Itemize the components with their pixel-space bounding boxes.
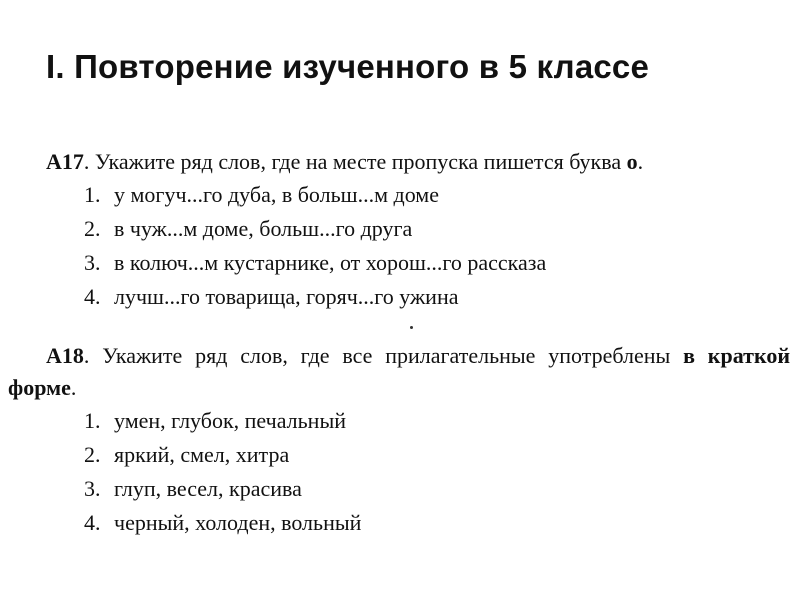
prompt-end: . (637, 149, 644, 174)
option-number: 1. (84, 182, 101, 207)
option-number: 3. (84, 250, 101, 275)
option-text: в чуж...м доме, больш...го друга (114, 216, 413, 241)
option-number: 2. (84, 216, 101, 241)
option-text: в колюч...м кустарнике, от хорош...го рассказа (114, 250, 547, 275)
question-prompt (0, 146, 800, 178)
option-number: 1. (84, 408, 101, 433)
answer-option-3[interactable] (0, 472, 800, 506)
question-a18 (0, 340, 800, 540)
prompt-emphasis: о (626, 149, 638, 174)
answer-option-3[interactable] (0, 246, 800, 280)
option-text: лучш...го товарища, горяч...го ужина (114, 284, 459, 309)
option-text: глуп, весел, красива (114, 476, 302, 501)
question-number: A17 (46, 149, 84, 174)
prompt-text: . Укажите ряд слов, где все прилагательные употреблены (83, 343, 684, 368)
option-number: 4. (84, 510, 101, 535)
stray-dot (410, 326, 413, 329)
prompt-end: . (70, 375, 77, 400)
option-text: умен, глубок, печальный (114, 408, 346, 433)
option-number: 3. (84, 476, 101, 501)
option-text: у могуч...го дуба, в больш...м доме (114, 182, 439, 207)
question-a17 (0, 146, 800, 314)
option-text: яркий, смел, хитра (114, 442, 290, 467)
answer-option-2[interactable] (0, 212, 800, 246)
option-number: 4. (84, 284, 101, 309)
question-prompt (0, 340, 800, 404)
answer-option-4[interactable] (0, 506, 800, 540)
answer-options (0, 178, 800, 314)
answer-option-1[interactable] (0, 178, 800, 212)
page-title: I. Повторение изученного в 5 классе (46, 48, 650, 85)
answer-option-2[interactable] (0, 438, 800, 472)
prompt-text: . Укажите ряд слов, где на месте пропуска пишется буква (83, 149, 627, 174)
option-text: черный, холоден, вольный (114, 510, 362, 535)
answer-options (0, 404, 800, 540)
answer-option-4[interactable] (0, 280, 800, 314)
option-number: 2. (84, 442, 101, 467)
prompt-emphasis: в краткой форме (8, 343, 791, 400)
question-number: A18 (46, 343, 84, 368)
answer-option-1[interactable] (0, 404, 800, 438)
